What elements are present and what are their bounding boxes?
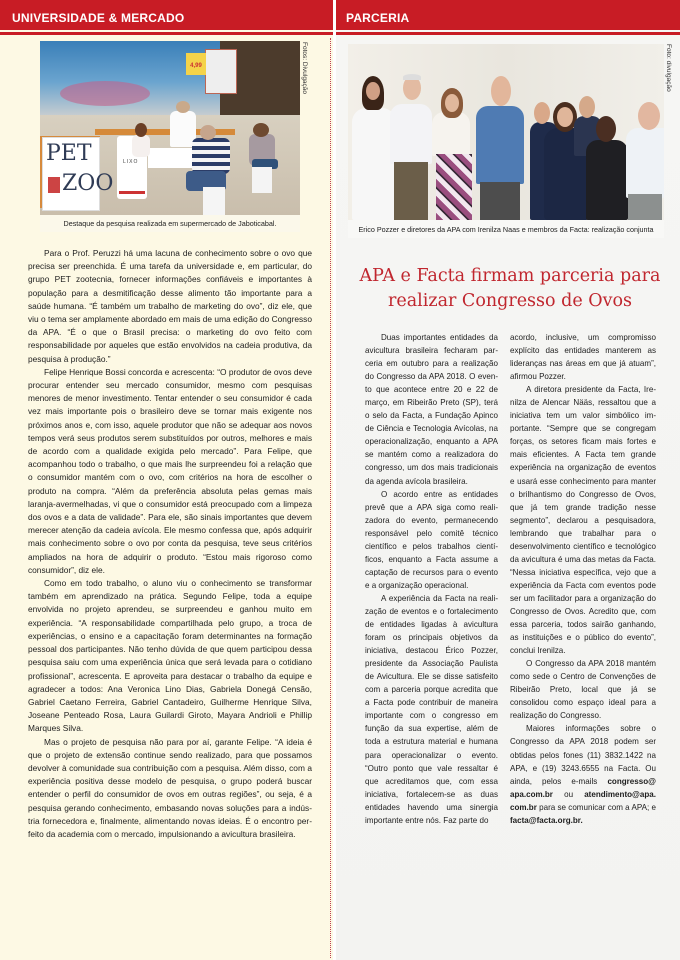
article-headline	[340, 264, 680, 314]
pet-sign-text: PET	[46, 141, 92, 166]
right-article-column-1	[365, 331, 498, 827]
left-article-body	[28, 247, 312, 841]
paragraph: Para o Prof. Peruzzi há uma lacuna de conhecimento sobre o ovo que precisa ser preenchida. É uma tarefa da universidade e, em particular, do grupo PET zootecnia, fornecer informações confiáveis e importantes à população para a desmitificação desse alimento tão importante para a saúde humana. “É também um trabalho de marketing do ovo”, diz ele, que viu o tema ser amplamente abordado em mais de uma edição do Congresso da APA. “É o que o Brasil precisa: o marketing do ovo feito com responsabilidade por aqueles que estão envolvidos na cadeia produtiva, da pesquisa à produção.”	[28, 248, 312, 364]
paragraph: O acordo entre as entidades prevê que a APA siga como realizadora do evento, permanecendo responsável pelo comitê técnico científico e pelos trabalhos científicos, enquanto a Facta assume a captação de recursos para o evento e a organização operacional.	[365, 489, 498, 590]
email-link-atendimento[interactable]: atendimento@apa. com.br	[510, 789, 656, 812]
contact-text: ou	[552, 789, 585, 799]
email-link-facta[interactable]: facta@facta.org.br.	[510, 815, 583, 825]
headline-line-2: realizar Congresso de Ovos	[388, 291, 632, 311]
paragraph: A diretora presidente da Facta, Irenilza de Alencar Nääs, ressaltou que a iniciativa tem um valor simbólico importante. “Sempre que se congregam forças, os setores ficam mais fortes e mais eficientes. A Facta tem grande experiência na organização de eventos e usará esse conhecimento para manter o brilhantismo do Congresso de Ovos, que já tem grande tradição nesse segmento”, declarou a pesquisadora, lembrando que trabalhar para o desenvolvimento científico e tecnológico da avicultura é uma das metas da Facta. “Nessa iniciativa específica, vejo que a experiência da Facta com eventos pode ser um facilitador para a organização do Congresso de Ovos. Acredito que, com essa parceria, todos sairão ganhando, as instituições e o público do evento”, conclui Irenilza.	[510, 385, 656, 656]
contact-paragraph	[510, 722, 656, 826]
caption-box-left	[40, 215, 300, 232]
zoo-sign-text: ZOO	[62, 171, 114, 196]
email-link-congresso[interactable]: congresso@ apa.com.br	[510, 776, 656, 799]
section-header-parceria: PARCERIA	[336, 0, 680, 30]
paragraph: Mas o projeto de pesquisa não para por aí, garante Felipe. “A ideia é que o projeto de extensão continue sendo realizado, para que possamos devolver à comunidade sua contribuição com a pesquisa. Além disso, com a experiência positiva desse modelo de pesquisa, o grupo poderá buscar entender o perfil do consumidor de ovos em outras regiões”, ou seja, é a pesquisa gerando conhecimento, embasando novas soluções para a indústria fornecedora e, finalmente, alimentando novas ideias. É o encontro perfeito da academia com o mercado, impulsionando a avicultura brasileira.	[28, 736, 312, 839]
headline-line-1: APA e Facta firmam parceria para	[359, 266, 661, 286]
paragraph: O Congresso da APA 2018 mantém como sede o Centro de Convenções de Ribeirão Preto, local que já se consolidou como espaço ideal para a realização do Congresso.	[510, 659, 656, 721]
section-header-universidade: UNIVERSIDADE & MERCADO	[0, 0, 333, 30]
photo-caption-right: Erico Pozzer e diretores da APA com Irenilza Naas e membros da Facta: realização conjunta	[358, 225, 654, 234]
right-article-column-2	[510, 331, 656, 827]
dotted-column-separator	[330, 38, 331, 958]
contact-text: para se comunicar com a APA; e	[536, 802, 656, 812]
photo-credit-right: Foto: divulgação	[665, 44, 672, 92]
photo-group-partnership	[348, 44, 664, 220]
contact-text: Maiores informações sobre o Congresso da APA 2018 podem ser obtidas pelos fones (11) 3832.1422 na APA, e (19) 3243.6555 na Facta. Ou ainda, pelos e-mails	[510, 724, 656, 786]
bin-label: LIXO	[123, 159, 139, 165]
header-rule-left	[0, 32, 333, 35]
paragraph: Como em todo trabalho, o aluno viu o conhecimento se transformar também em aprendizado na prática. Segundo Felipe, toda a equipe envolvida no projeto aprendeu, se surpreendeu e ganhou muito em experiência. “A responsabilidade compartilhada pelo grupo, a troca de experiências, o ensino e a capacitação foram determinantes na formação pessoal dos participantes. Não tenho dúvida de que quem participou dessa pesquisa saiu com uma experiência única que será levada para o cotidiano profissional”, acrescenta. E aproveita para destacar o trabalho da equipe e agradecer a todos: Ana Veronica Lino Dias, Gabriela Donegá Censão, Gabriel Caetano Ferreira, Gabriel Cantadeiro, Guilherme Henrique Silva, Joseane Penteado Rosa, Laura Guilardi Giroto, Mayara Andrioli e Phillip Marques Silva.	[28, 578, 312, 734]
paragraph: A experiência da Facta na realização de eventos e o fortalecimento de entidades ligadas à avicultura foram os principais objetivos da iniciativa, destacou Érico Pozzer, presidente da Associação Paulista de Avicultura. Ele se disse satisfeito com a parceria porque acredita que a Facta pode contribuir de maneira importante com o congresso em função da sua expertise, além de toda a estrutura material e humana para operacionalizar o evento. “Outro ponto que vale ressaltar é que acreditamos que, com essa iniciativa, fortalecem-se as duas entidades havendo uma sinergia importante entre nós. Faz parte do	[365, 593, 498, 825]
price-tag: 4,99	[186, 53, 206, 75]
paragraph: Duas importantes entidades da avicultura brasileira fecharam parceria em outubro para a realização do Congresso da APA 2018. O evento que acontece entre 20 e 22 de março, em Ribeirão Preto (SP), terá o selo da Facta, a Fundação Apinco de Ciência e Tecnologia Avícolas, na operacionalização, enquanto a APA se mantém como a realizadora do congresso, um dos mais tradicionais da agenda avícola brasileira.	[365, 333, 498, 486]
header-rule-right	[336, 32, 680, 35]
paragraph: acordo, inclusive, um compromisso explícito das entidades manterem as lideranças nas áreas em que já atuam”, afirmou Pozzer.	[510, 333, 656, 382]
photo-credit-left: Fotos: Divulgação	[301, 42, 308, 95]
photo-caption-left: Destaque da pesquisa realizada em supermercado de Jaboticabal.	[63, 219, 277, 228]
caption-box-right	[348, 220, 664, 238]
paragraph: Felipe Henrique Bossi concorda e acrescenta: “O produtor de ovos deve procurar entender seu mercado consumidor, mesmo com pesquisas menores de menor investimento. Tentar entender o seu consumidor é cada vez mais importante pois o brasileiro deve se tornar mais exigente nos próximos anos e, com isso, aquele produtor que não se adequar aos novos tempos verá seus produtos serem substituídos por outros, melhores e mais de acordo com a qualidade exigida pelo mercado”. Para Felipe, que acompanhou todo o trabalho, o que mais lhe surpreendeu foi a relação que o consumidor mantém com o ovo, com critérios na hora de escolher o produto na compra. “Além da preferência absoluta pelas gemas mais laranja-avermelhadas, vi que o consumidor está preocupado com a limpeza dos ovos e a data de validade”. Para ele, são sinais importantes que devem merecer atenção da cadeia avícola. Ele mesmo confessa que, após adquirir mais conhecimento sobre o ovo por conta da pesquisa, teve seus critérios ampliados na hora de adquirir o produto. “Estou mais rigoroso como consumidor”, diz ele.	[28, 366, 312, 575]
photo-supermarket-research	[40, 41, 300, 215]
